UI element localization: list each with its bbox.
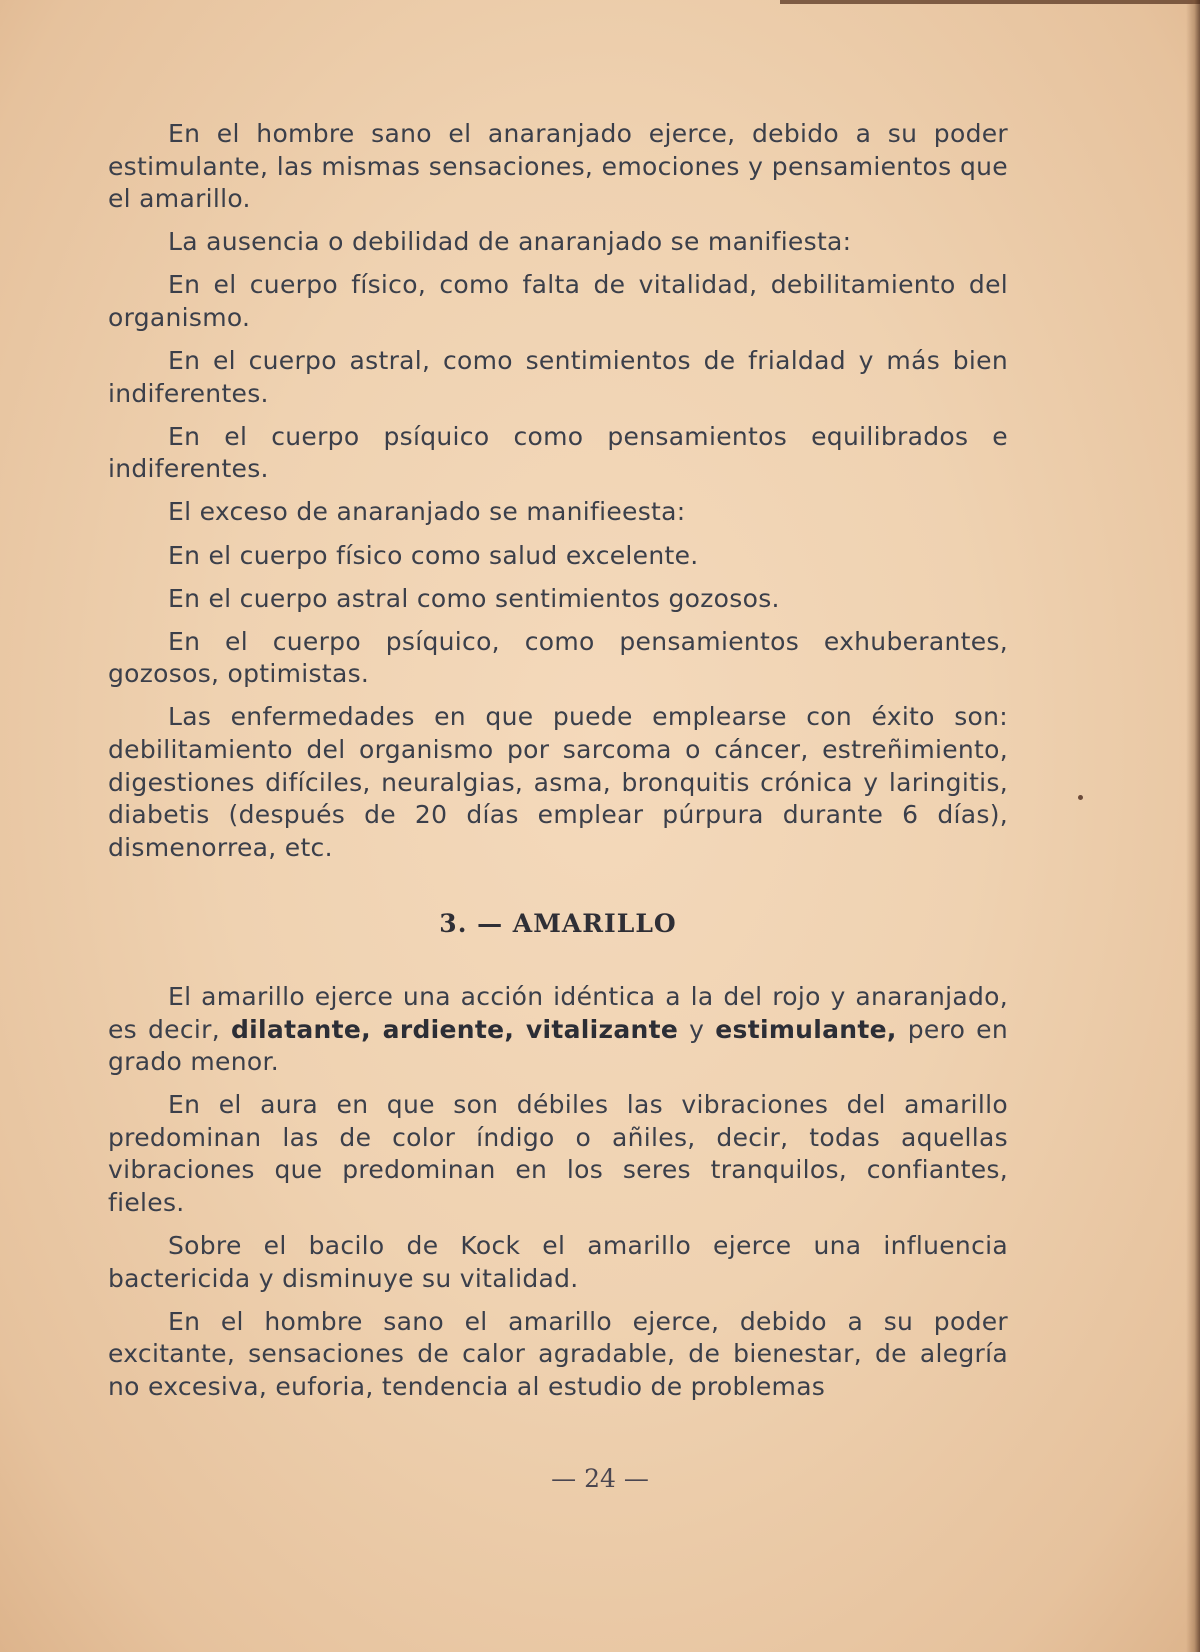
paragraph: El exceso de anaranjado se manifieesta:: [168, 497, 686, 527]
intro-text-a: El amarillo ejerce una acción idéntica a la del rojo y anaranjado, es decir,: [108, 981, 1008, 1044]
paragraph-amarillo-intro: [108, 981, 1008, 1079]
page-right-edge: [1186, 0, 1200, 1652]
paragraph: En el cuerpo físico, como falta de vitalidad, debilitamiento del organismo.: [108, 270, 1008, 332]
intro-bold-properties: dilatante, ardiente, vitalizante: [230, 1014, 679, 1044]
paragraph: Las enfermedades en que puede emplearse con éxito son: debilitamiento del organismo por sarcoma o cáncer, estreñimiento, digestiones difíciles, neuralgias, asma, bronquitis crónica y laringitis, diabetis (después de 20 días emplear púrpura durante 6 días), dismenorrea, etc.: [108, 702, 1008, 862]
paragraph: La ausencia o debilidad de anaranjado se manifiesta:: [168, 227, 852, 257]
paragraph: En el cuerpo físico como salud excelente.: [168, 540, 699, 570]
section-heading: 3. — AMARILLO: [439, 909, 677, 939]
page-number: — 24 —: [551, 1464, 649, 1493]
paper-speck: [1078, 795, 1083, 800]
paragraph: En el hombre sano el amarillo ejerce, debido a su poder excitante, sensaciones de calor agradable, de bienestar, de alegría no excesiva, euforia, tendencia al estudio de problemas: [108, 1306, 1008, 1401]
body-text: [108, 118, 1008, 1414]
paragraph: En el cuerpo astral, como sentimientos de frialdad y más bien indiferentes.: [108, 346, 1008, 408]
paragraph: En el cuerpo astral como sentimientos gozosos.: [168, 583, 780, 613]
paragraph: Sobre el bacilo de Kock el amarillo ejerce una influencia bactericida y disminuye su vitalidad.: [108, 1231, 1008, 1293]
paragraph: En el aura en que son débiles las vibraciones del amarillo predominan las de color índigo o añiles, decir, todas aquellas vibraciones que predominan en los seres tranquilos, confiantes, fieles.: [108, 1090, 1008, 1218]
page-top-edge: [780, 0, 1200, 4]
intro-text-b: y: [678, 1014, 716, 1044]
paragraph: En el cuerpo psíquico como pensamientos equilibrados e indiferentes.: [108, 421, 1008, 484]
intro-bold-stimulant: estimulante,: [715, 1014, 897, 1044]
paragraph: En el cuerpo psíquico, como pensamientos exhuberantes, gozosos, optimistas.: [108, 626, 1008, 689]
intro-text-c: pero en grado menor.: [108, 1014, 1009, 1077]
paragraph: En el hombre sano el anaranjado ejerce, debido a su poder estimulante, las mismas sensaciones, emociones y pensamientos que el amarillo.: [108, 119, 1008, 214]
